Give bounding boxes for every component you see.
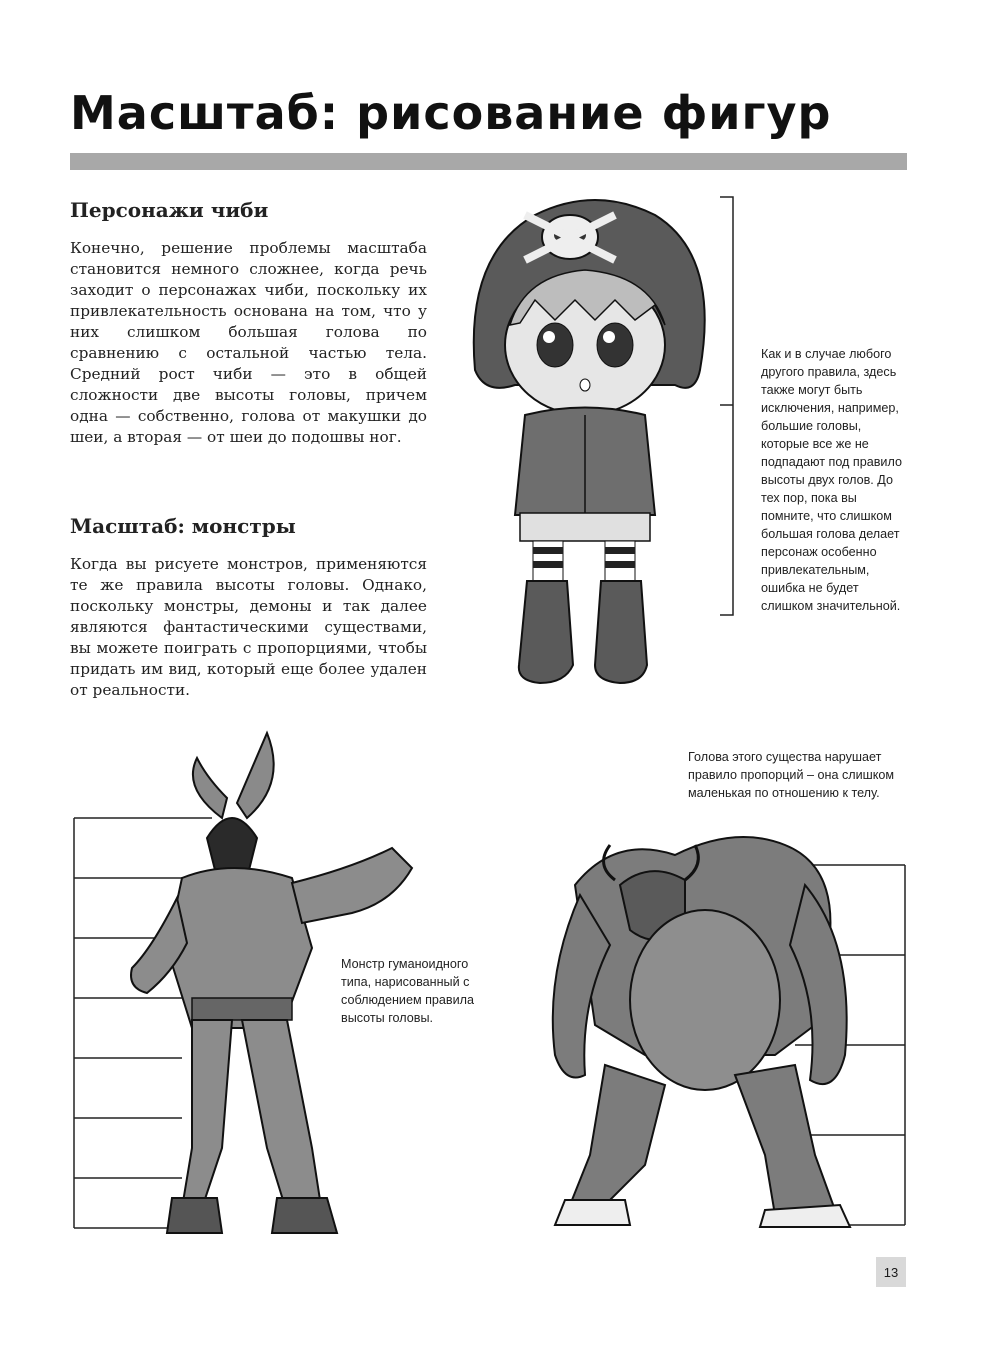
beast-monster-caption: Голова этого существа нарушает правило пропорций – она слишком маленькая по отношению к телу. <box>688 750 895 800</box>
title-divider-bar <box>70 153 907 170</box>
chibi-heading: Персонажи чиби <box>70 198 269 222</box>
chibi-illustration <box>455 195 745 690</box>
humanoid-monster-caption: Монстр гуманоидного типа, нарисованный с соблюдением правила высоты головы. <box>341 957 475 1025</box>
monsters-body-text: Когда вы рисуете монстров, применяются те же правила высоты головы. Однако, поскольку монстры, демоны и так далее являются фантастическими существами, вы можете поиграть с пропорциями, чтобы придать им вид, который еще более удален от реальности. <box>70 555 427 699</box>
beast-monster-illustration <box>535 825 910 1230</box>
monsters-heading: Масштаб: монстры <box>70 514 296 538</box>
page-title: Масштаб: рисование фигур <box>70 86 832 140</box>
chibi-caption: Как и в случае любого другого правила, здесь также могут быть исключения, например, большие головы, которые все же не подпадают под правило высоты двух голов. До тех пор, пока вы помните, что слишком большая голова делает персонаж особенно привлекательным, ошибка не будет слишком значительной. <box>761 347 902 613</box>
chibi-body-text: Конечно, решение проблемы масштаба становится немного сложнее, когда речь заходит о персонажах чиби, поскольку их привлекательность основана на том, что у них слишком большая голова по сравнению с остальной частью тела. Средний рост чиби — это в общей сложности две высоты головы, причем одна — собственно, голова от макушки до шеи, а вторая — от шеи до подошвы ног. <box>70 239 427 446</box>
page-number: 13 <box>876 1257 906 1287</box>
head-height-guides <box>720 197 733 615</box>
